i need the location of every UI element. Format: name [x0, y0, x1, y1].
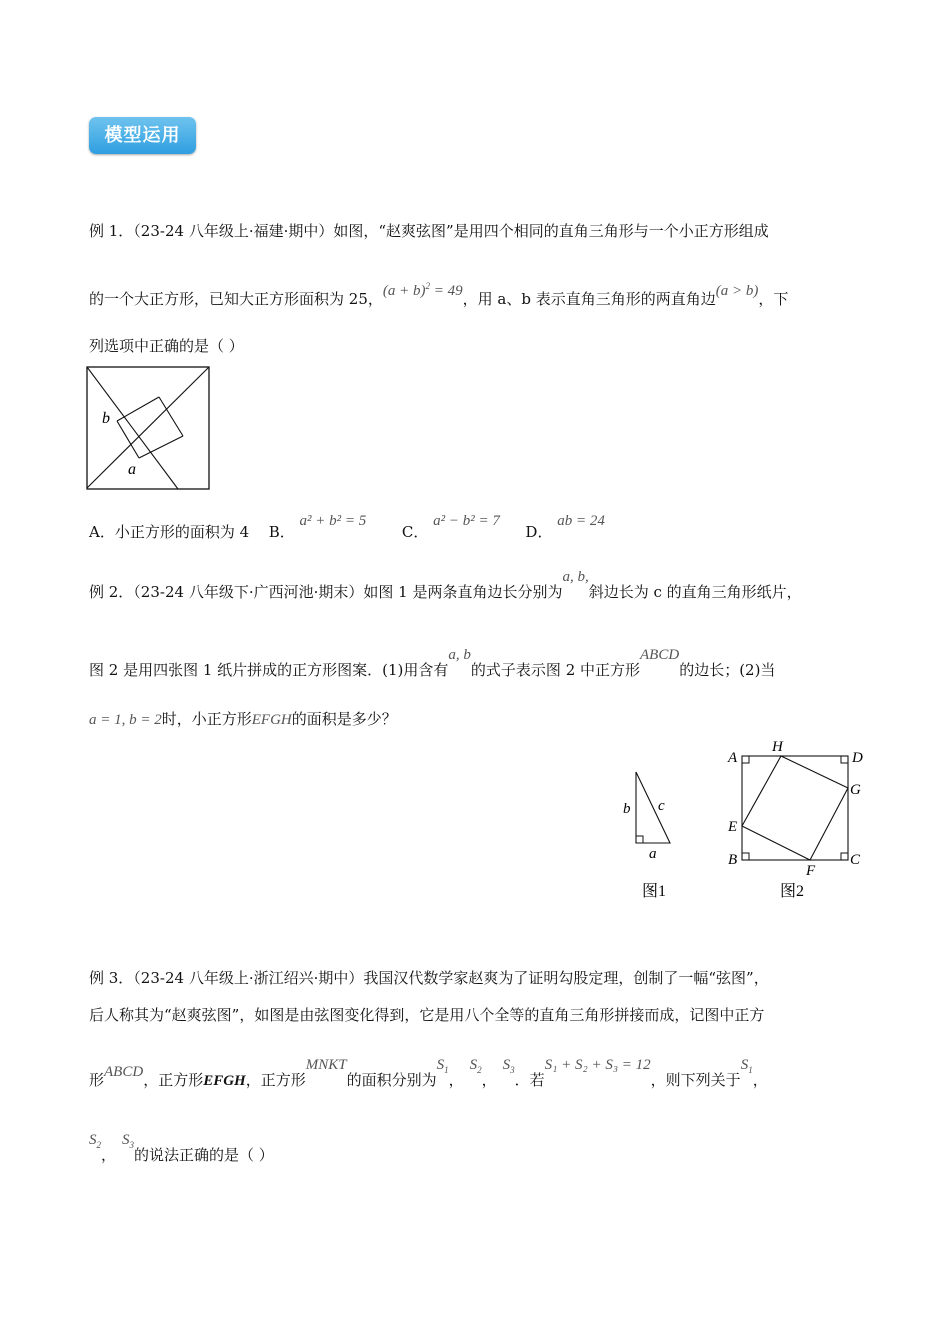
ex1-line2: 的一个大正方形，已知大正方形面积为 25，$(a + b)^2 = 49$，用 a、b 表示直角三角形的两直角边(a > b)，下 [89, 281, 789, 308]
fig1-caption: 图1 [642, 883, 667, 900]
fig-label-b: b [102, 410, 110, 427]
option-c: C． [401, 523, 429, 541]
ex2-line3: a = 1, b = 2时，小正方形EFGH的面积是多少？ [89, 710, 397, 728]
zhaoshuang-figure [86, 366, 212, 492]
svg-text:B: B [728, 852, 738, 868]
svg-text:G: G [850, 782, 861, 798]
svg-text:F: F [806, 863, 816, 879]
ex2-line1: 例 2．（23-24 八年级下·广西河池·期末）如图 1 是两条直角边长分别为a, b,斜边长为 c 的直角三角形纸片， [89, 569, 802, 601]
ex3-line2: 后人称其为“赵爽弦图”，如图是由弦图变化得到，它是用八个全等的直角三角形拼接而成，记图中正方 [89, 1006, 765, 1024]
svg-text:A: A [728, 750, 738, 766]
section-badge: 模型运用 [89, 117, 196, 154]
figure-2-square [722, 736, 872, 901]
ex3-line3: 形ABCD，正方形EFGH，正方形MNKT的面积分别为$S_1$，$S_2$，$S_3$．若S₁ + S₂ + S₃ = 12，则下列关于$S_1$， [89, 1057, 768, 1089]
option-d: D． [525, 523, 553, 541]
fig2-caption: 图2 [780, 883, 805, 900]
fig-label-a: a [128, 461, 136, 478]
ex2-line2: 图 2 是用四张图 1 纸片拼成的正方形图案．(1)用含有a, b的式子表示图 2 中正方形ABCD的边长；(2)当 [89, 647, 776, 679]
ex1-line1: 例 1．（23-24 八年级上·福建·期中）如图，“赵爽弦图”是用四个相同的直角三角形与一个小正方形组成 [89, 222, 769, 240]
option-a: A．小正方形的面积为 4 [89, 523, 250, 541]
svg-text:a: a [649, 846, 657, 862]
svg-text:H: H [772, 739, 783, 755]
ex3-line4: $S_2$，$S_3$的说法正确的是（ ） [89, 1132, 274, 1164]
figure-1-triangle [618, 765, 678, 900]
svg-text:b: b [623, 801, 631, 817]
ex1-line3: 列选项中正确的是（ ） [89, 337, 244, 355]
ex3-line1: 例 3．（23-24 八年级上·浙江绍兴·期中）我国汉代数学家赵爽为了证明勾股定理，创制了一幅“弦图”， [89, 969, 769, 987]
option-b: B． [268, 523, 295, 541]
svg-text:D: D [852, 750, 863, 766]
svg-text:c: c [658, 798, 665, 814]
svg-text:C: C [850, 852, 861, 868]
ex1-options: A．小正方形的面积为 4 B． a² + b² = 5 C． a² − b² = 7 D． ab = 24 [89, 513, 605, 541]
svg-text:E: E [728, 819, 738, 835]
